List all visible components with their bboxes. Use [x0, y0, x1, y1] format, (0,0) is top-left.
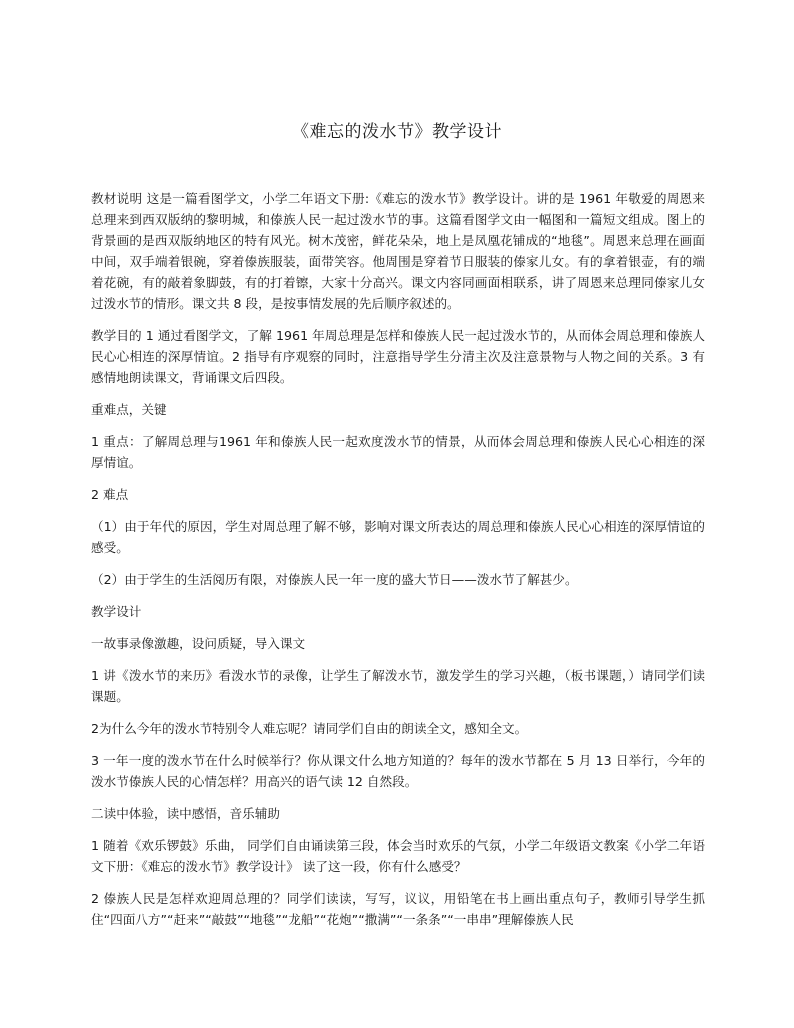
- heading-section-2: 二读中体验，读中感悟，音乐辅助: [91, 806, 280, 821]
- paragraph-step-4: 1 随着《欢乐锣鼓》乐曲， 同学们自由诵读第三段，体会当时欢乐的气氛，小学二年级语文教案《小学二年语文下册：《难忘的泼水节》教学设计》 读了这一段，你有什么感受？: [91, 838, 705, 874]
- paragraph-difficulty-2: （2）由于学生的生活阅历有限，对傣族人民一年一度的盛大节日——泼水节了解甚少。: [91, 572, 578, 587]
- document-title: 《难忘的泼水节》教学设计: [292, 122, 502, 142]
- paragraph-teaching-objectives: 教学目的 1 通过看图学文，了解 1961 年周总理是怎样和傣族人民一起过泼水节的，从而体会周总理和傣族人民心心相连的深厚情谊。2 指导有序观察的同时，注意指导学生分清主次及注意景物与人物之间的关系。3 有感情地朗读课文，背诵课文后四段。: [91, 328, 705, 385]
- document-body: [91, 188, 705, 941]
- paragraph-material-description: 教材说明 这是一篇看图学文，小学二年语文下册:《难忘的泼水节》教学设计。讲的是 1961 年敬爱的周恩来总理来到西双版纳的黎明城，和傣族人民一起过泼水节的事。这篇看图学文由一幅图和一篇短文组成。图上的背景画的是西双版纳地区的特有风光。树木茂密，鲜花朵朵，地上是凤凰花铺成的“地毯”。周恩来总理在画面中间，双手端着银碗，穿着傣族服装，面带笑容。他周围是穿着节日服装的傣家儿女。有的拿着银壶，有的端着花碗，有的敲着象脚鼓，有的打着镲，大家十分高兴。课文内容同画面相联系，讲了周恩来总理同傣家儿女过泼水节的情形。课文共 8 段，是按事情发展的先后顺序叙述的。: [91, 191, 705, 311]
- heading-key-points: 重难点，关键: [91, 402, 167, 417]
- heading-teaching-design: 教学设计: [91, 604, 142, 619]
- paragraph-step-1: 1 讲《泼水节的来历》看泼水节的录像，让学生了解泼水节，激发学生的学习兴趣，（板书课题，）请同学们读课题。: [91, 668, 705, 704]
- heading-section-1: 一故事录像激趣，设问质疑，导入课文: [91, 636, 306, 651]
- heading-difficulties: 2 难点: [91, 487, 129, 502]
- paragraph-difficulty-1: （1）由于年代的原因，学生对周总理了解不够，影响对课文所表达的周总理和傣族人民心心相连的深厚情谊的感受。: [91, 519, 705, 555]
- paragraph-step-2: 2为什么今年的泼水节特别令人难忘呢？请同学们自由的朗读全文，感知全文。: [91, 721, 528, 736]
- paragraph-key-point-1: 1 重点：了解周总理与1961 年和傣族人民一起欢度泼水节的情景，从而体会周总理和傣族人民心心相连的深厚情谊。: [91, 434, 705, 470]
- paragraph-step-3: 3 一年一度的泼水节在什么时候举行？你从课文什么地方知道的？每年的泼水节都在 5 月 13 日举行，今年的泼水节傣族人民的心情怎样？用高兴的语气读 12 自然段。: [91, 753, 705, 789]
- paragraph-step-5: 2 傣族人民是怎样欢迎周总理的？同学们读读，写写，议议，用铅笔在书上画出重点句子，教师引导学生抓住“四面八方”“赶来”“敲鼓”“地毯”“龙船”“花炮”“撒满”“一条条”“一串串”理解傣族人民: [91, 891, 705, 927]
